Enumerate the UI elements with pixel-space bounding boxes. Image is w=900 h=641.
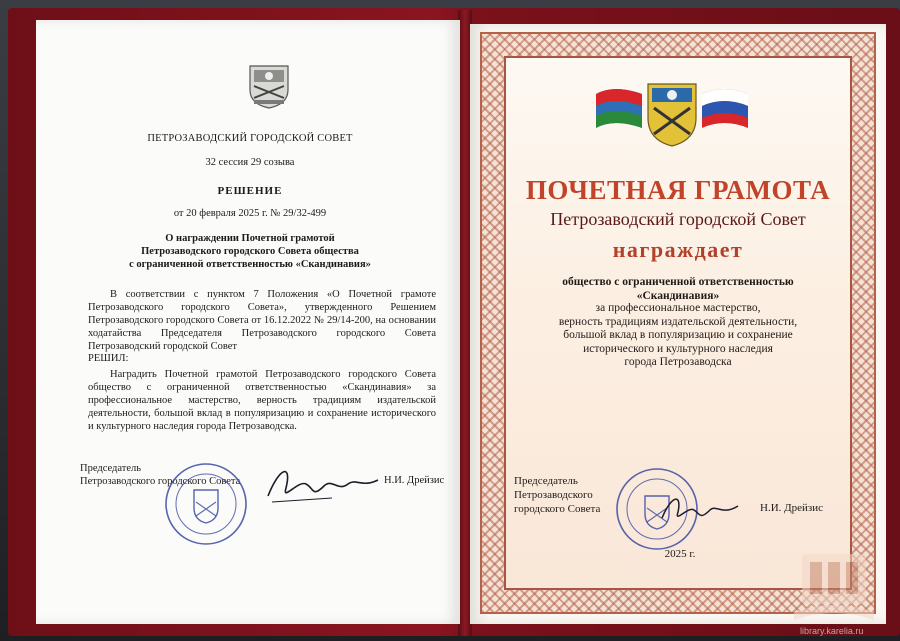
chair-line: Председатель <box>80 463 142 474</box>
watermark-text: library.karelia.ru <box>800 626 864 636</box>
award-reason <box>518 302 838 370</box>
certificate-title: ПОЧЕТНАЯ ГРАМОТА <box>525 175 831 205</box>
round-seal-icon <box>162 460 250 548</box>
certificate-awards: награждает <box>612 237 744 262</box>
reason-line: города Петрозаводска <box>624 356 732 368</box>
coat-of-arms-icon <box>248 64 290 110</box>
resolved-label: РЕШИЛ: <box>88 353 129 364</box>
signer-name: Н.И. Дрейзис <box>384 475 445 486</box>
recipient-name: «Скандинавия» <box>636 290 720 302</box>
reason-line: верность традициям издательской деятельности, <box>558 315 798 328</box>
chair-line: городского Совета <box>514 503 601 515</box>
flags-emblem-icon <box>594 78 750 148</box>
subject-line: Петрозаводского городского Совета общества <box>141 246 359 257</box>
reason-line: за профессиональное мастерство, <box>595 302 761 314</box>
decision-date-number: от 20 февраля 2025 г. № 29/32-499 <box>173 208 327 219</box>
signature-icon <box>262 458 382 508</box>
reason-line: исторического и культурного наследия <box>583 342 773 355</box>
certificate-signer-name: Н.И. Дрейзис <box>760 502 824 514</box>
session-label: 32 сессия 29 созыва <box>205 157 295 168</box>
resolution-paragraph: Наградить Почетной грамотой Петрозаводского городского Совета общество с ограниченной ответственностью «Скандинавия» за профессиональное мастерство, верность традициям издательской деятельности, большой вклад в популяризацию и сохранение исторического и культурного наследия города Петрозаводска. <box>88 369 436 432</box>
signature-icon <box>658 488 742 528</box>
chair-line: Председатель <box>514 475 578 487</box>
preamble-paragraph: В соответствии с пунктом 7 Положения «О Почетной грамоте Петрозаводского городского Совета», утвержденного Решением Петрозаводского городского Совета от 16.12.2022 № 29/14-200, на основании ходатайства Председателя Петрозаводского городского Совета Петрозаводский городской Совет <box>88 289 436 352</box>
subject-line: с ограниченной ответственностью «Скандинавия» <box>129 259 371 270</box>
library-logo-icon <box>788 548 880 634</box>
council-name: ПЕТРОЗАВОДСКИЙ ГОРОДСКОЙ СОВЕТ <box>147 133 353 144</box>
reason-line: большой вклад в популяризацию и сохранение <box>563 329 793 341</box>
recipient-type: общество с ограниченной ответственностью <box>562 276 794 288</box>
subject-line: О награждении Почетной грамотой <box>165 233 335 244</box>
chair-line: Петрозаводского городского Совета <box>80 476 241 487</box>
certificate-year: 2025 г. <box>664 548 696 560</box>
decision-subject <box>60 232 440 271</box>
chair-line: Петрозаводского <box>514 489 593 501</box>
decision-title: РЕШЕНИЕ <box>217 185 283 197</box>
certificate-council: Петрозаводский городской Совет <box>550 209 806 229</box>
